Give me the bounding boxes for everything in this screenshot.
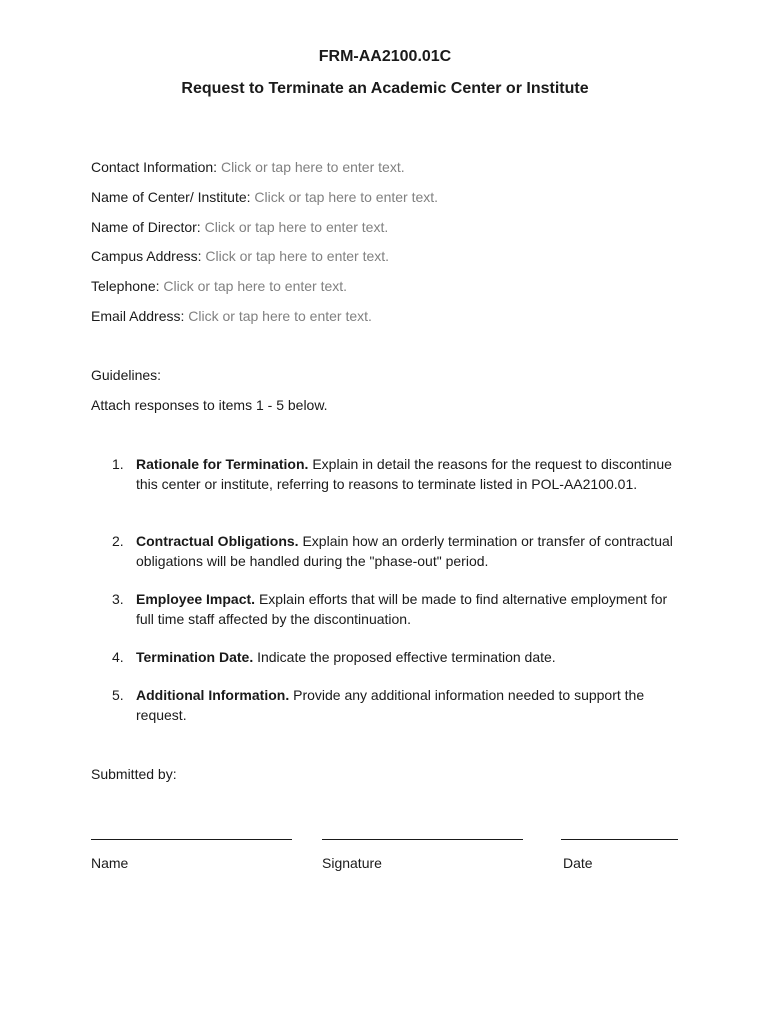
director-name-field — [91, 219, 388, 235]
item-heading: Employee Impact. — [136, 591, 256, 607]
center-name-field — [91, 189, 438, 205]
item-text: Explain how an orderly termination or transfer of contractual obligations will be handled during the "phase-out" period. — [136, 533, 673, 569]
item-heading: Rationale for Termination. — [136, 456, 309, 472]
item-number: 1. — [112, 456, 124, 472]
email-address-field — [91, 308, 372, 324]
list-item — [112, 455, 682, 494]
item-number: 4. — [112, 649, 124, 665]
item-heading: Additional Information. — [136, 687, 290, 703]
campus-address-field — [91, 248, 389, 264]
item-text: Explain in detail the reasons for the request to discontinue this center or institute, referring to reasons to terminate listed in POL-AA2100.01. — [136, 456, 672, 492]
telephone-field — [91, 278, 347, 294]
campus-address-input[interactable]: Click or tap here to enter text. — [205, 248, 390, 264]
item-heading: Contractual Obligations. — [136, 533, 299, 549]
telephone-input[interactable]: Click or tap here to enter text. — [163, 278, 348, 294]
field-label: Name of Director: — [91, 219, 201, 235]
page-title: Request to Terminate an Academic Center or Institute — [181, 80, 589, 97]
contact-information-input[interactable]: Click or tap here to enter text. — [220, 159, 405, 175]
form-code: FRM-AA2100.01C — [318, 48, 452, 65]
contact-information-field — [91, 159, 405, 175]
email-address-input[interactable]: Click or tap here to enter text. — [188, 308, 372, 324]
field-label: Email Address: — [91, 308, 185, 324]
item-number: 3. — [112, 591, 124, 607]
center-name-input[interactable]: Click or tap here to enter text. — [254, 189, 439, 205]
name-label: Name — [91, 855, 129, 871]
list-item — [112, 532, 682, 571]
item-heading: Termination Date. — [136, 649, 254, 665]
date-line[interactable] — [561, 839, 678, 840]
guidelines-heading: Guidelines: — [91, 367, 162, 383]
submitted-by-label: Submitted by: — [91, 766, 177, 782]
name-line[interactable] — [91, 839, 292, 840]
list-item — [112, 648, 682, 668]
signature-line[interactable] — [322, 839, 523, 840]
item-text: Explain efforts that will be made to find alternative employment for full time staff affected by the discontinuation. — [136, 591, 668, 627]
list-item — [112, 590, 682, 629]
director-name-input[interactable]: Click or tap here to enter text. — [204, 219, 389, 235]
item-text: Indicate the proposed effective termination date. — [257, 649, 556, 665]
field-label: Name of Center/ Institute: — [91, 189, 251, 205]
item-text: Provide any additional information needed to support the request. — [136, 687, 645, 723]
field-label: Contact Information: — [91, 159, 218, 175]
field-label: Campus Address: — [91, 248, 202, 264]
guidelines-intro: Attach responses to items 1 - 5 below. — [91, 397, 328, 413]
list-item — [112, 686, 682, 725]
signature-label: Signature — [322, 855, 382, 871]
item-number: 5. — [112, 687, 124, 703]
item-number: 2. — [112, 533, 124, 549]
field-label: Telephone: — [91, 278, 160, 294]
date-label: Date — [563, 855, 593, 871]
